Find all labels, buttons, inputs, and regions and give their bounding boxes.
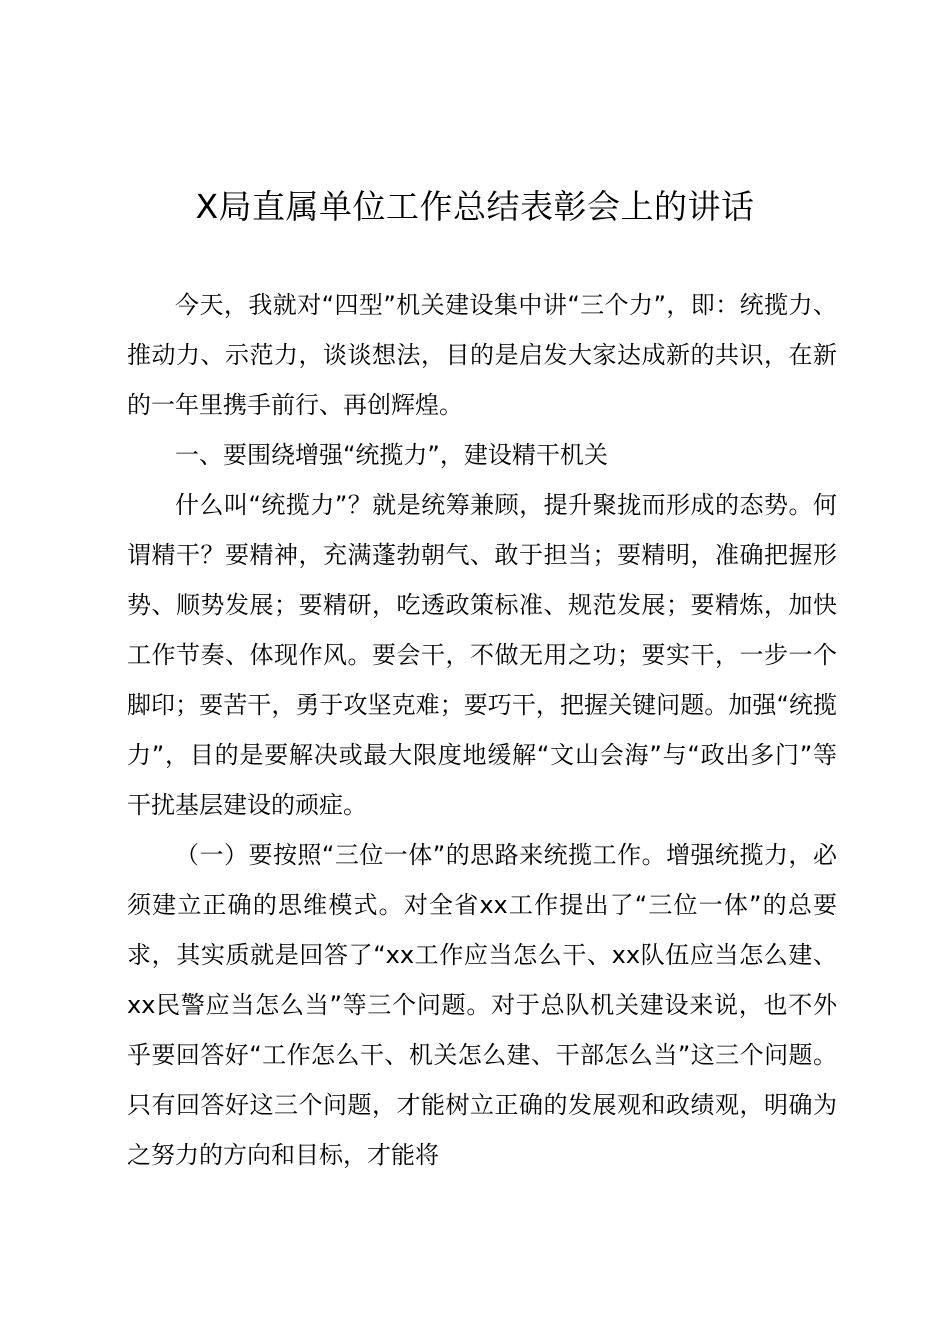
body-paragraph-2: （一）要按照“三位一体”的思路来统揽工作。增强统揽力，必须建立正确的思维模式。对全省xx工作提出了“三位一体”的总要求，其实质就是回答了“xx工作应当怎么干、xx队伍应当怎么建、xx民警应当怎么当”等三个问题。对于总队机关建设来说，也不外乎要回答好“工作怎么干、机关怎么建、干部怎么当”这三个问题。只有回答好这三个问题，才能树立正确的发展观和政绩观，明确为之努力的方向和目标，才能将 — [127, 841, 837, 1169]
intro-paragraph: 今天，我就对“四型”机关建设集中讲“三个力”，即：统揽力、推动力、示范力，谈谈想法，目的是启发大家达成新的共识，在新的一年里携手前行、再创辉煌。 — [127, 291, 837, 419]
document-title: X局直属单位工作总结表彰会上的讲话 — [195, 187, 755, 226]
document-body — [127, 280, 837, 1180]
section-heading-1: 一、要围绕增强“统揽力”，建设精干机关 — [175, 441, 608, 469]
body-paragraph-1: 什么叫“统揽力”？就是统筹兼顾，提升聚拢而形成的态势。何谓精干？要精神，充满蓬勃朝气、敢于担当；要精明，准确把握形势、顺势发展；要精研，吃透政策标准、规范发展；要精炼，加快工作节奏、体现作风。要会干，不做无用之功；要实干，一步一个脚印；要苦干，勇于攻坚克难；要巧干，把握关键问题。加强“统揽力”，目的是要解决或最大限度地缓解“文山会海”与“政出多门”等干扰基层建设的顽症。 — [127, 491, 837, 819]
